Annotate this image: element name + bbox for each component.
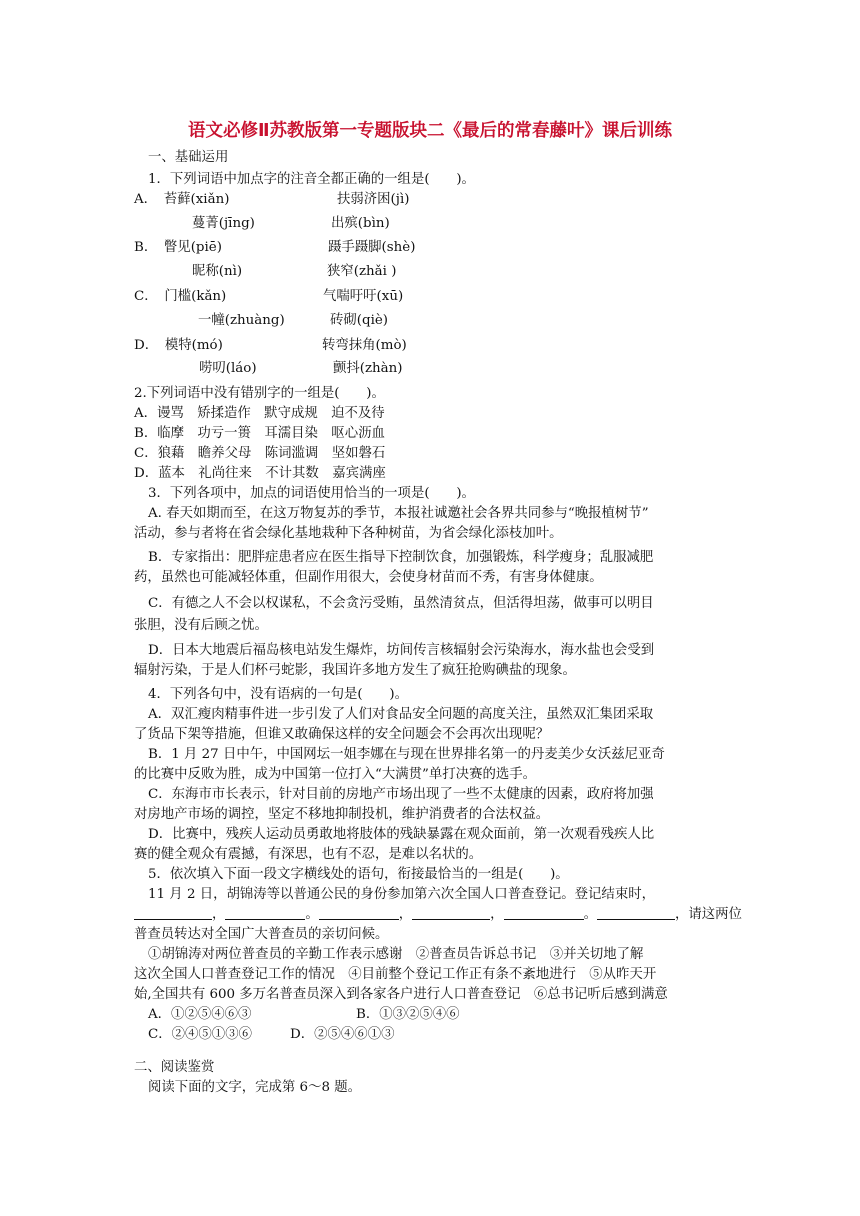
q1-option-d-2: 转弯抹角(mò)	[322, 338, 407, 353]
q3-stem: 3．下列各项中，加点的词语使用恰当的一项是( )。	[148, 486, 475, 501]
q5-option-c: C．②④⑤①③⑥	[148, 1027, 252, 1042]
q5-passage-line1: 11 月 2 日，胡锦涛等以普通公民的身份参加第六次全国人口普查登记。登记结束时，	[148, 887, 655, 902]
q4-option-c-line2: 对房地产市场的调控，坚定不移地抑制投机，维护消费者的合法权益。	[134, 807, 550, 822]
q2-option-d: D．蓝本 礼尚往来 不计其数 嘉宾满座	[134, 466, 386, 481]
q1-option-b-4: 狭窄(zhǎi )	[327, 264, 397, 279]
q4-option-a-line1: A．双汇瘦肉精事件进一步引发了人们对食品安全问题的高度关注，虽然双汇集团采取	[148, 707, 654, 722]
q4-option-d-line1: D．比赛中，残疾人运动员勇敢地将肢体的残缺暴露在观众面前，第一次观看残疾人比	[148, 827, 655, 842]
q1-option-a-3: 蔓菁(jīng)	[192, 216, 255, 231]
document-title: 语文必修Ⅱ苏教版第一专题版块二《最后的常春藤叶》课后训练	[187, 121, 673, 141]
section-heading-reading: 二、阅读鉴赏	[134, 1060, 215, 1075]
q1-option-a-1: A． 苔藓(xiǎn)	[134, 192, 230, 207]
q1-option-d-4: 颤抖(zhàn)	[333, 361, 403, 376]
q3-option-c-line1: C．有德之人不会以权谋私，不会贪污受贿，虽然清贫点，但活得坦荡，做事可以明目	[148, 596, 654, 611]
q4-option-a-line2: 了货品下架等措施，但谁又敢确保这样的安全问题会不会再次出现呢？	[134, 727, 550, 742]
q4-stem: 4．下列各句中，没有语病的一句是( )。	[148, 687, 408, 702]
q1-option-c-1: C． 门槛(kǎn)	[134, 289, 227, 304]
q4-option-c-line1: C．东海市市长表示，针对目前的房地产市场出现了一些不太健康的因素，政府将加强	[148, 787, 654, 802]
q5-options-text-line1: ①胡锦涛对两位普查员的辛勤工作表示感谢 ②普查员告诉总书记 ③并关切地了解	[148, 947, 644, 962]
fill-blank-1	[134, 905, 212, 920]
fill-blank-4	[412, 905, 490, 920]
q1-option-b-2: 蹑手蹑脚(shè)	[328, 240, 416, 255]
q5-option-a: A．①②⑤④⑥③	[148, 1007, 252, 1022]
fill-blank-2	[225, 905, 305, 920]
q1-option-d-3: 唠叨(láo)	[199, 361, 257, 376]
q1-option-a-4: 出殡(bìn)	[331, 216, 390, 231]
q3-option-b-line1: B．专家指出：肥胖症患者应在医生指导下控制饮食，加强锻炼，科学瘦身；乱服减肥	[148, 550, 654, 565]
q1-option-d-1: D． 模特(mó)	[134, 338, 223, 353]
q1-option-a-2: 扶弱济困(jì)	[337, 192, 410, 207]
q4-option-b-line2: 的比赛中反败为胜，成为中国第一位打入“大满贯”单打决赛的选手。	[134, 767, 537, 782]
fill-blank-5	[504, 905, 584, 920]
q1-option-c-4: 砖砌(qiè)	[330, 313, 389, 328]
q1-option-c-2: 气喘吁吁(xū)	[323, 289, 404, 304]
q3-option-a-line1: A. 春天如期而至，在这万物复苏的季节，本报社诚邀社会各界共同参与“晚报植树节”	[148, 506, 649, 521]
q5-options-text-line3: 始,全国共有 600 多万名普查员深入到各家各户进行人口普查登记 ⑥总书记听后感到满意	[134, 987, 668, 1002]
q5-stem: 5．依次填入下面一段文字横线处的语句，衔接最恰当的一组是( )。	[148, 867, 569, 882]
q5-options-text-line2: 这次全国人口普查登记工作的情况 ④目前整个登记工作正有条不紊地进行 ⑤从昨天开	[134, 967, 657, 982]
reading-intro: 阅读下面的文字，完成第 6～8 题。	[148, 1080, 362, 1095]
q5-passage-line2: ， 。 ， ， 。 ，请这两位	[134, 905, 742, 925]
q2-option-b: B．临摩 功亏一篑 耳濡目染 呕心沥血	[134, 426, 385, 441]
q3-option-c-line2: 张胆，没有后顾之忧。	[134, 618, 268, 633]
q3-option-b-line2: 药，虽然也可能减轻体重，但副作用很大，会使身材苗而不秀，有害身体健康。	[134, 570, 603, 585]
q1-option-b-1: B． 瞥见(piē)	[134, 240, 222, 255]
q4-option-b-line1: B．1 月 27 日中午，中国网坛一姐李娜在与现在世界排名第一的丹麦美少女沃兹尼亚奇	[148, 747, 665, 762]
q1-option-b-3: 昵称(nì)	[192, 264, 243, 279]
q4-option-d-line2: 赛的健全观众有震撼，有深思，也有不忍，是难以名状的。	[134, 847, 483, 862]
q2-option-c: C．狼藉 瞻养父母 陈词滥调 坚如磐石	[134, 446, 386, 461]
section-heading-basic: 一、基础运用	[148, 150, 229, 165]
q2-stem: 2.下列词语中没有错别字的一组是( )。	[134, 386, 385, 401]
q2-option-a: A．谩骂 矫揉造作 默守成规 迫不及待	[134, 406, 385, 421]
fill-blank-3	[319, 905, 399, 920]
q1-option-c-3: 一幢(zhuàng)	[198, 313, 285, 328]
q5-passage-line3: 普查员转达对全国广大普查员的亲切问候。	[134, 927, 389, 942]
q3-option-a-line2: 活动，参与者将在省会绿化基地栽种下各种树苗，为省会绿化添枝加叶。	[134, 526, 563, 541]
q1-stem: 1．下列词语中加点字的注音全都正确的一组是( )。	[148, 172, 475, 187]
q5-option-d: D．②⑤④⑥①③	[290, 1027, 395, 1042]
q5-option-b: B．①③②⑤④⑥	[356, 1007, 460, 1022]
fill-blank-6	[597, 905, 675, 920]
q3-option-d-line1: D．日本大地震后福岛核电站发生爆炸，坊间传言核辐射会污染海水，海水盐也会受到	[148, 643, 655, 658]
q3-option-d-line2: 辐射污染，于是人们杯弓蛇影，我国许多地方发生了疯狂抢购碘盐的现象。	[134, 663, 576, 678]
